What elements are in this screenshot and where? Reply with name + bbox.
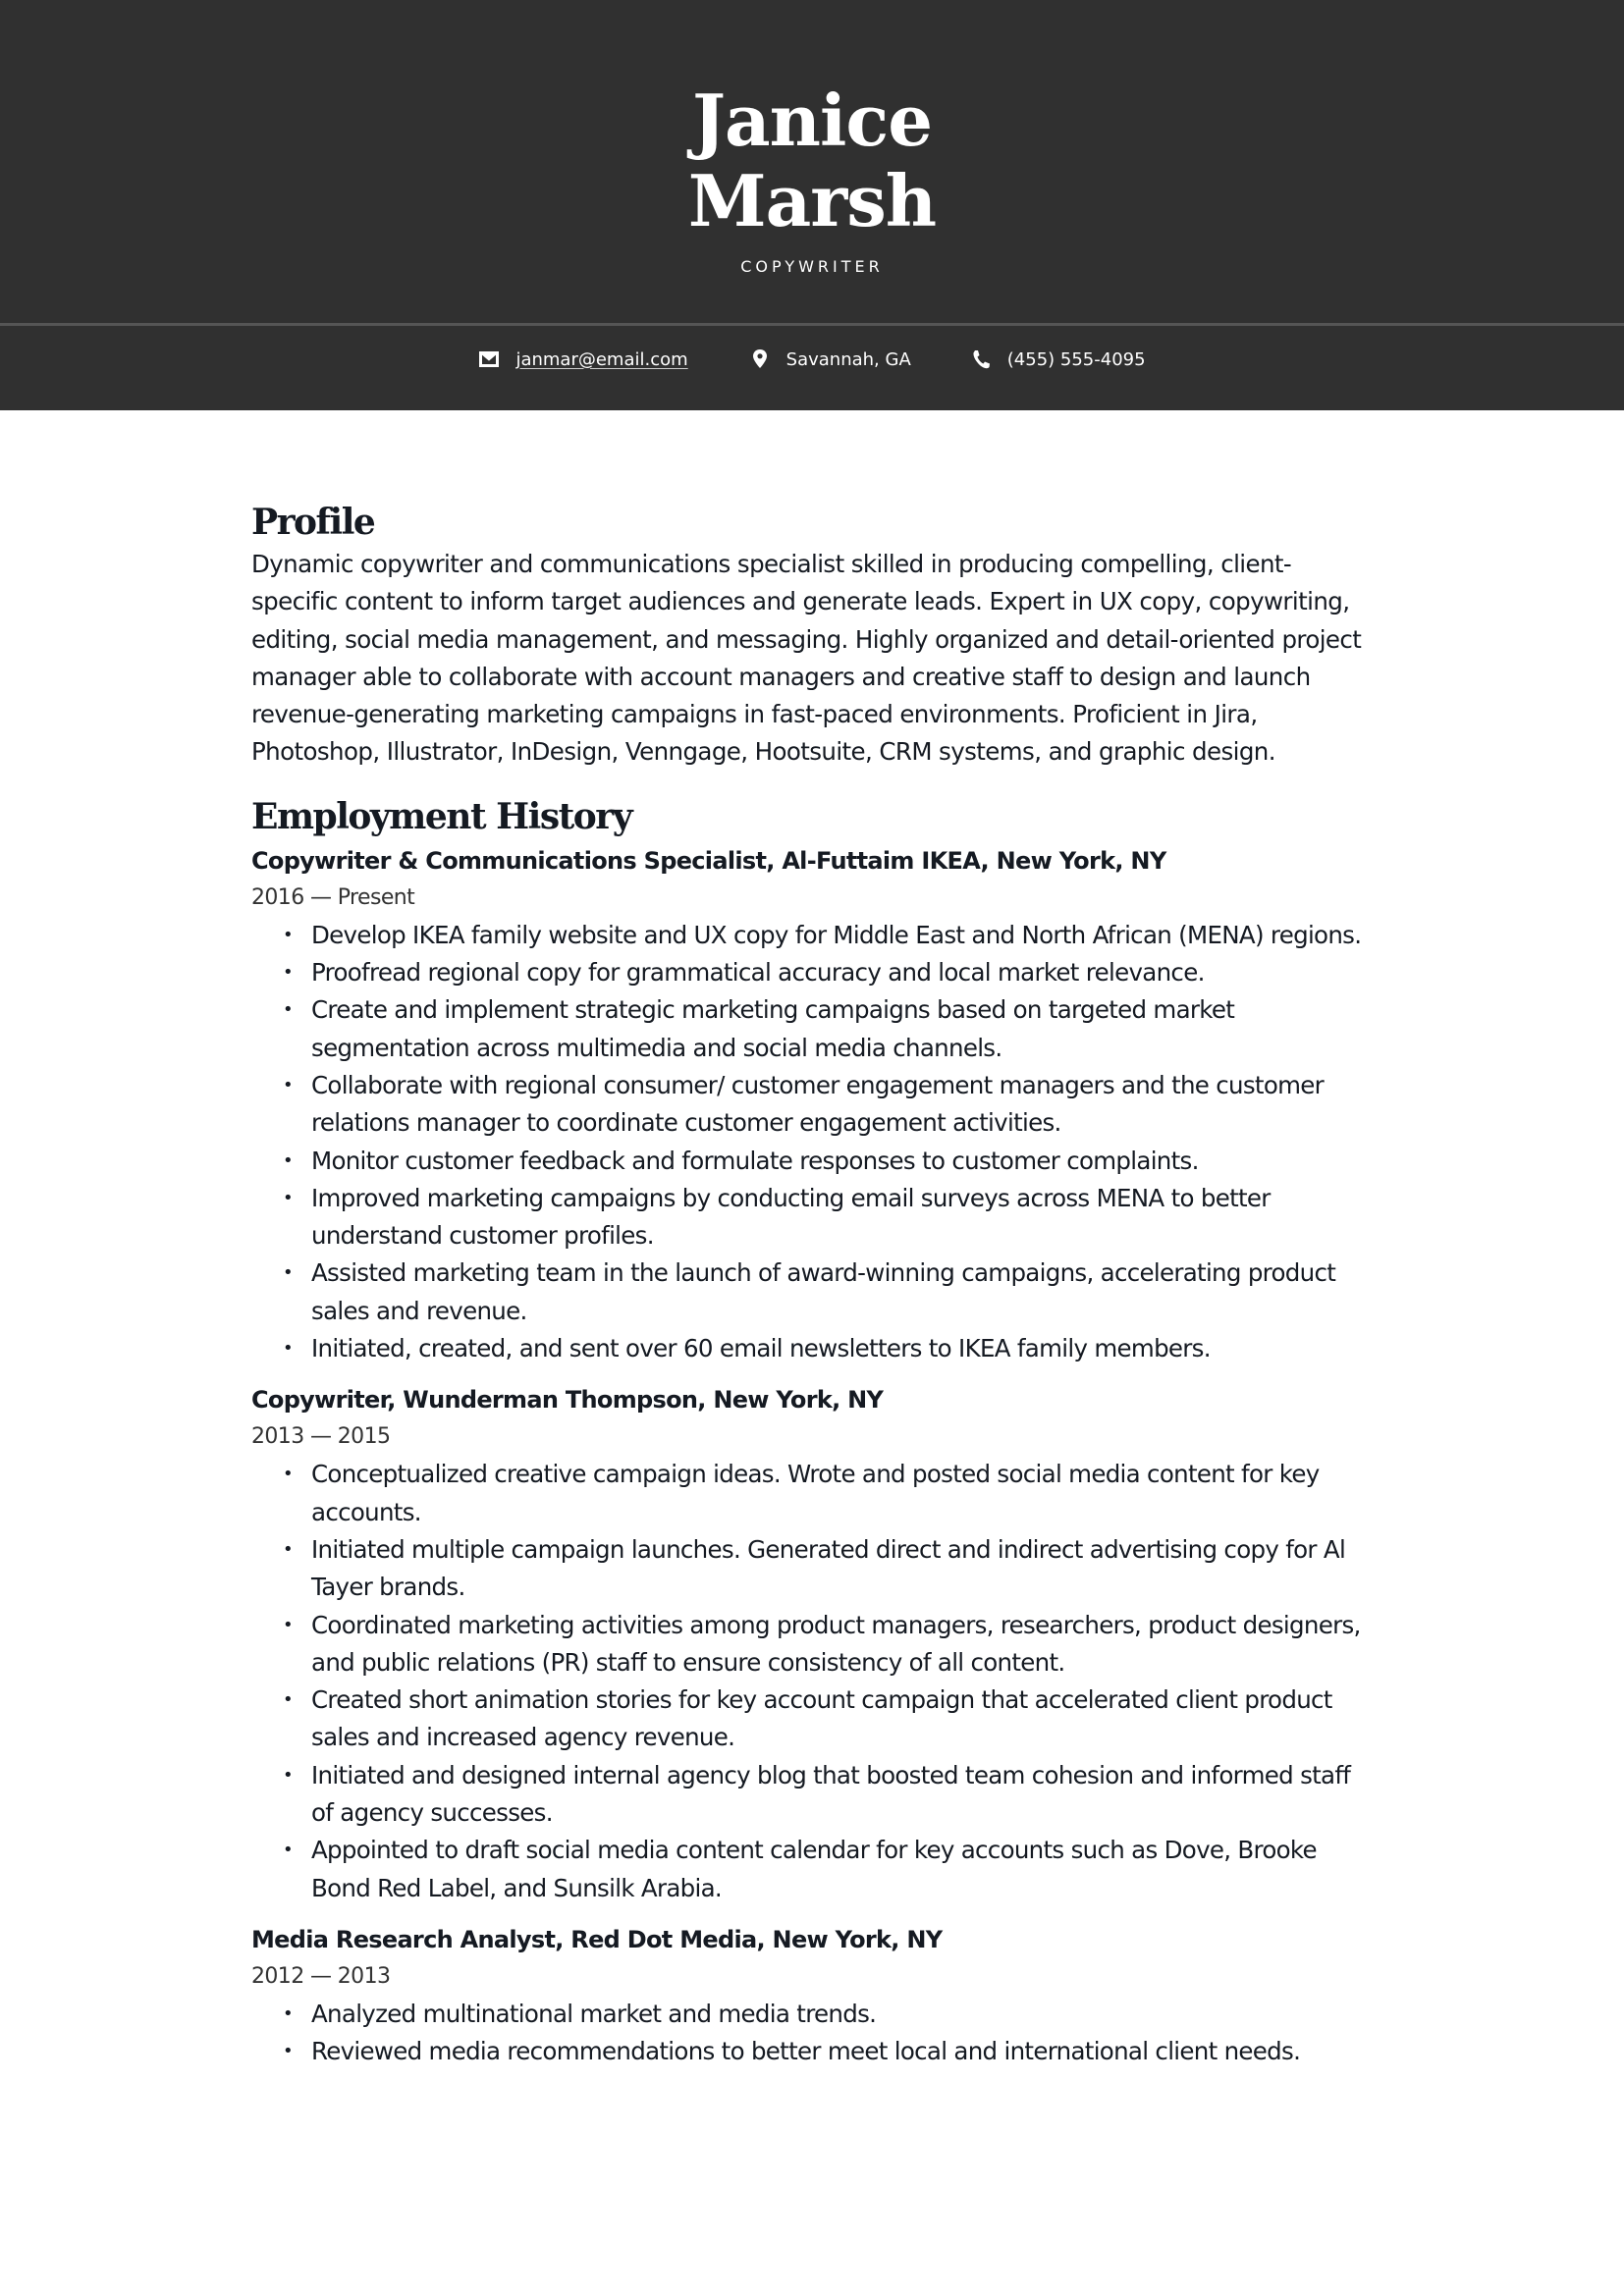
bullet-icon: • <box>283 1840 293 1861</box>
first-name: Janice <box>691 79 933 162</box>
last-name: Marsh <box>687 159 937 242</box>
job-heading: Copywriter & Communications Specialist, Al-Futtaim IKEA, New York, NY <box>251 846 1166 875</box>
bullet-icon: • <box>283 1764 293 1786</box>
job-bullet: • Develop IKEA family website and UX copy for Middle East and North African (MENA) regions. <box>251 917 1375 954</box>
job-bullet: • Appointed to draft social media content calendar for key accounts such as Dove, Brooke Bond Red Label, and Sunsilk Arabia. <box>251 1832 1375 1907</box>
job-bullet: • Reviewed media recommendations to better meet local and international client needs. <box>251 2033 1375 2070</box>
phone-icon <box>970 348 992 370</box>
bullet-icon: • <box>283 2041 293 2062</box>
job-dates: 2016 — Present <box>251 884 415 910</box>
job-bullets <box>251 1456 1375 1907</box>
bullet-icon: • <box>283 1262 293 1284</box>
job-heading: Copywriter, Wunderman Thompson, New York, NY <box>251 1386 884 1415</box>
resume-body <box>251 497 1375 2085</box>
bullet-icon: • <box>283 1614 293 1635</box>
contact-email <box>478 348 687 370</box>
employment-title: Employment History <box>251 795 632 837</box>
bullet-icon: • <box>283 1689 293 1711</box>
job-bullet: • Coordinated marketing activities among product managers, researchers, product designers, and public relations (PR) staff to ensure consistency of all content. <box>251 1607 1375 1682</box>
job-bullet: • Assisted marketing team in the launch of award-winning campaigns, accelerating product sales and revenue. <box>251 1255 1375 1330</box>
bullet-icon: • <box>283 1464 293 1485</box>
profile-title: Profile <box>251 502 375 543</box>
email-link[interactable]: janmar@email.com <box>515 348 688 370</box>
job-dates: 2012 — 2013 <box>251 1963 391 1989</box>
map-pin-icon <box>749 348 771 370</box>
job-entry <box>251 1921 1375 2071</box>
bullet-icon: • <box>283 1338 293 1360</box>
job-bullet: • Improved marketing campaigns by conducting email surveys across MENA to better understand customer profiles. <box>251 1180 1375 1255</box>
job-bullet: • Monitor customer feedback and formulate responses to customer complaints. <box>251 1143 1375 1180</box>
job-dates: 2013 — 2015 <box>251 1424 391 1450</box>
employment-section <box>251 791 1375 2071</box>
job-bullet: • Initiated multiple campaign launches. Generated direct and indirect advertising copy for Al Tayer brands. <box>251 1531 1375 1607</box>
envelope-icon <box>478 348 500 370</box>
job-bullets <box>251 1996 1375 2071</box>
bullet-icon: • <box>283 1149 293 1171</box>
job-bullets <box>251 917 1375 1368</box>
job-bullet: • Collaborate with regional consumer/ customer engagement managers and the customer relations manager to coordinate customer engagement activities. <box>251 1067 1375 1143</box>
job-entry <box>251 1381 1375 1907</box>
resume-header <box>0 0 1624 410</box>
job-bullet: • Analyzed multinational market and media trends. <box>251 1996 1375 2033</box>
profile-section <box>251 497 1375 772</box>
bullet-icon: • <box>283 962 293 984</box>
job-bullet: • Create and implement strategic marketing campaigns based on targeted market segmentation across multimedia and social media channels. <box>251 991 1375 1067</box>
bullet-icon: • <box>283 2002 293 2024</box>
phone-text: (455) 555-4095 <box>1006 348 1146 370</box>
bullet-icon: • <box>283 924 293 945</box>
bullet-icon: • <box>283 999 293 1021</box>
job-heading: Media Research Analyst, Red Dot Media, New York, NY <box>251 1925 943 1953</box>
contact-phone <box>970 348 1146 370</box>
location-text: Savannah, GA <box>785 348 911 370</box>
bullet-icon: • <box>283 1538 293 1560</box>
job-title: COPYWRITER <box>740 257 884 276</box>
job-entry <box>251 842 1375 1368</box>
bullet-icon: • <box>283 1074 293 1095</box>
job-bullet: • Initiated and designed internal agency blog that boosted team cohesion and informed staff of agency successes. <box>251 1757 1375 1833</box>
contact-location <box>749 348 911 370</box>
profile-text: Dynamic copywriter and communications specialist skilled in producing compelling, client-specific content to inform target audiences and generate leads. Expert in UX copy, copywriting, editing, social media management, and messaging. Highly organized and detail-oriented project manager able to collaborate with account managers and creative staff to design and launch revenue-generating marketing campaigns in fast-paced environments. Proficient in Jira, Photoshop, Illustrator, InDesign, Venngage, Hootsuite, CRM systems, and graphic design. <box>251 550 1362 767</box>
job-bullet: • Created short animation stories for key account campaign that accelerated client product sales and increased agency revenue. <box>251 1682 1375 1757</box>
bullet-icon: • <box>283 1187 293 1208</box>
job-bullet: • Initiated, created, and sent over 60 email newsletters to IKEA family members. <box>251 1330 1375 1367</box>
contact-bar <box>0 326 1624 410</box>
job-bullet: • Proofread regional copy for grammatical accuracy and local market relevance. <box>251 954 1375 991</box>
job-bullet: • Conceptualized creative campaign ideas. Wrote and posted social media content for key accounts. <box>251 1456 1375 1531</box>
